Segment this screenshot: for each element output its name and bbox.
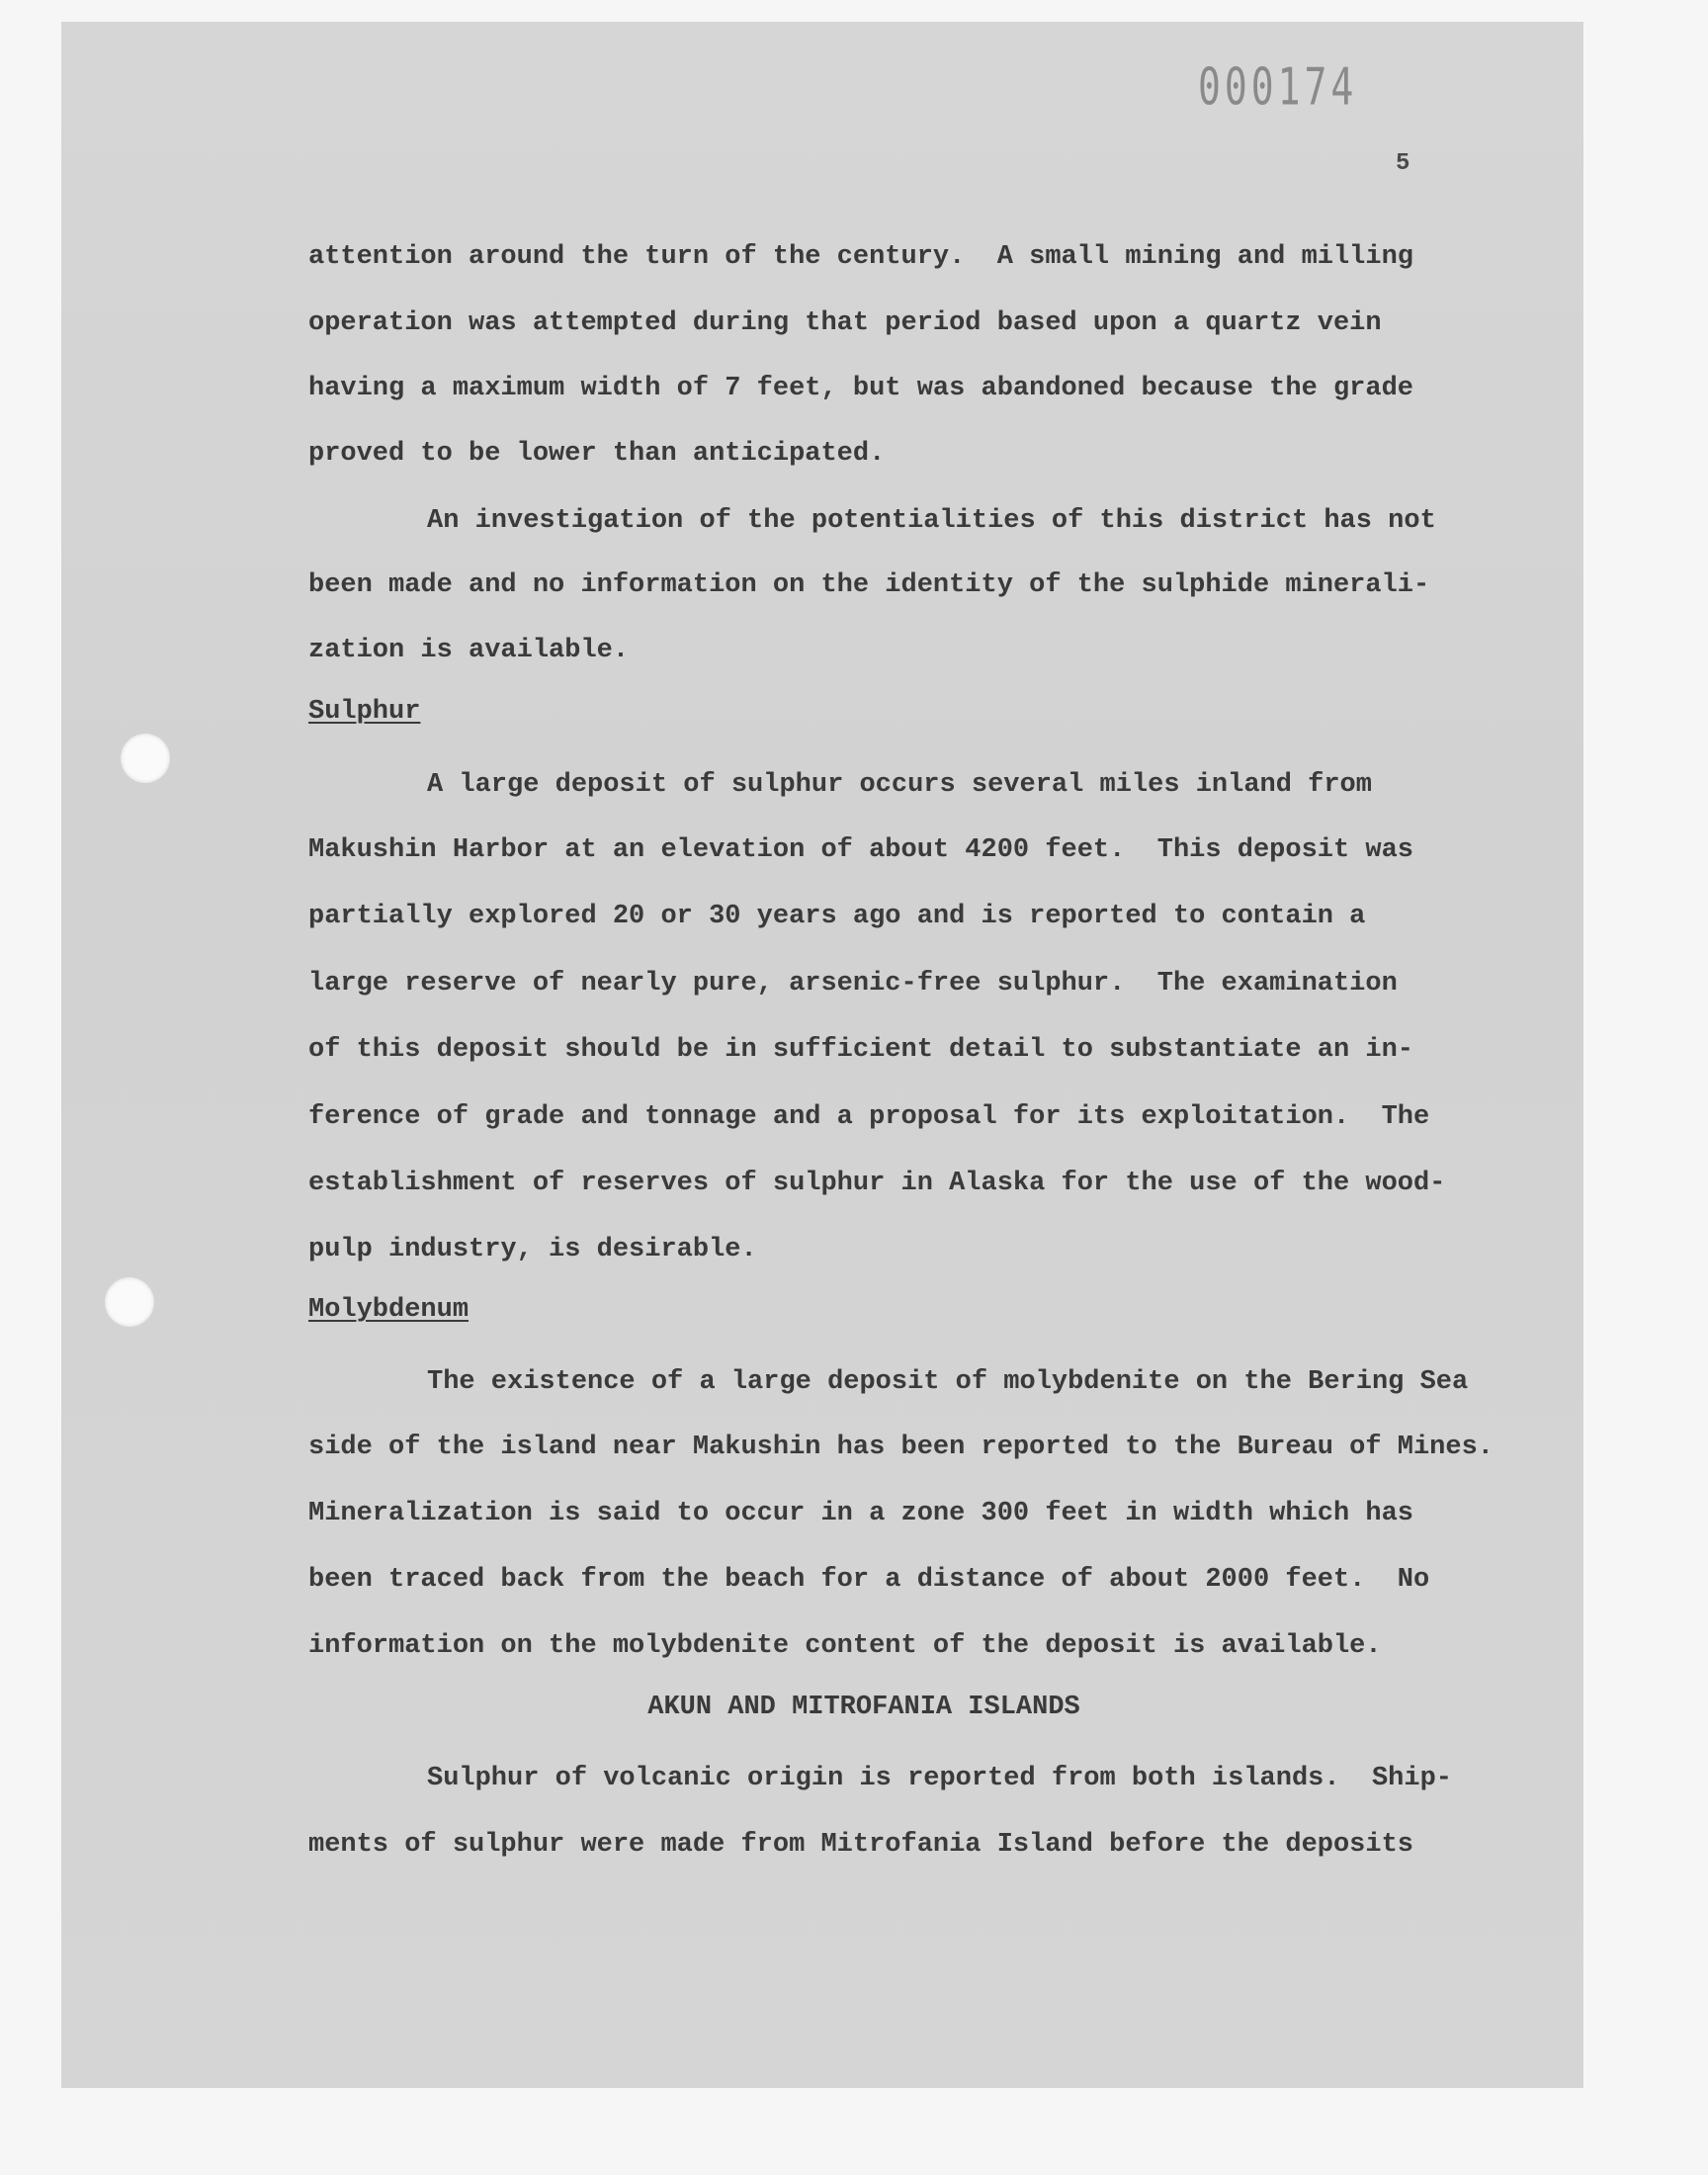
text-line: zation is available. bbox=[308, 636, 630, 665]
section-title-akun-mitrofania: AKUN AND MITROFANIA ISLANDS bbox=[647, 1693, 1080, 1722]
text-line: partially explored 20 or 30 years ago and is reported to contain a bbox=[308, 902, 1366, 931]
punch-hole bbox=[121, 734, 170, 783]
page-mark: 5 bbox=[1396, 150, 1410, 177]
text-line: proved to be lower than anticipated. bbox=[308, 439, 886, 469]
text-line: Makushin Harbor at an elevation of about 4200 feet. This deposit was bbox=[308, 835, 1413, 865]
text-line: of this deposit should be in sufficient detail to substantiate an in- bbox=[308, 1035, 1413, 1065]
text-line: information on the molybdenite content of the deposit is available. bbox=[308, 1631, 1382, 1661]
section-heading-molybdenum: Molybdenum bbox=[308, 1295, 470, 1325]
text-line: establishment of reserves of sulphur in Alaska for the use of the wood- bbox=[308, 1169, 1446, 1198]
text-line: side of the island near Makushin has been reported to the Bureau of Mines. bbox=[308, 1433, 1494, 1462]
text-line: A large deposit of sulphur occurs several miles inland from bbox=[427, 770, 1372, 800]
text-line: An investigation of the potentialities of this district has not bbox=[427, 506, 1436, 536]
text-line: ference of grade and tonnage and a proposal for its exploitation. The bbox=[308, 1102, 1430, 1132]
text-line: attention around the turn of the century. A small mining and milling bbox=[308, 242, 1413, 272]
text-line: been traced back from the beach for a distance of about 2000 feet. No bbox=[308, 1565, 1430, 1595]
text-line: operation was attempted during that period based upon a quartz vein bbox=[308, 308, 1382, 338]
text-line: having a maximum width of 7 feet, but was abandoned because the grade bbox=[308, 374, 1413, 403]
text-line: ments of sulphur were made from Mitrofania Island before the deposits bbox=[308, 1830, 1413, 1860]
text-line: pulp industry, is desirable. bbox=[308, 1235, 757, 1264]
section-heading-sulphur: Sulphur bbox=[308, 697, 421, 727]
text-line: large reserve of nearly pure, arsenic-free sulphur. The examination bbox=[308, 969, 1398, 999]
text-line: been made and no information on the identity of the sulphide minerali- bbox=[308, 570, 1430, 600]
archive-number: 000174 bbox=[1198, 57, 1358, 117]
text-line: Mineralization is said to occur in a zone 300 feet in width which has bbox=[308, 1499, 1413, 1528]
punch-hole bbox=[105, 1277, 154, 1327]
text-line: The existence of a large deposit of molybdenite on the Bering Sea bbox=[427, 1367, 1469, 1397]
text-line: Sulphur of volcanic origin is reported from both islands. Ship- bbox=[427, 1764, 1452, 1793]
